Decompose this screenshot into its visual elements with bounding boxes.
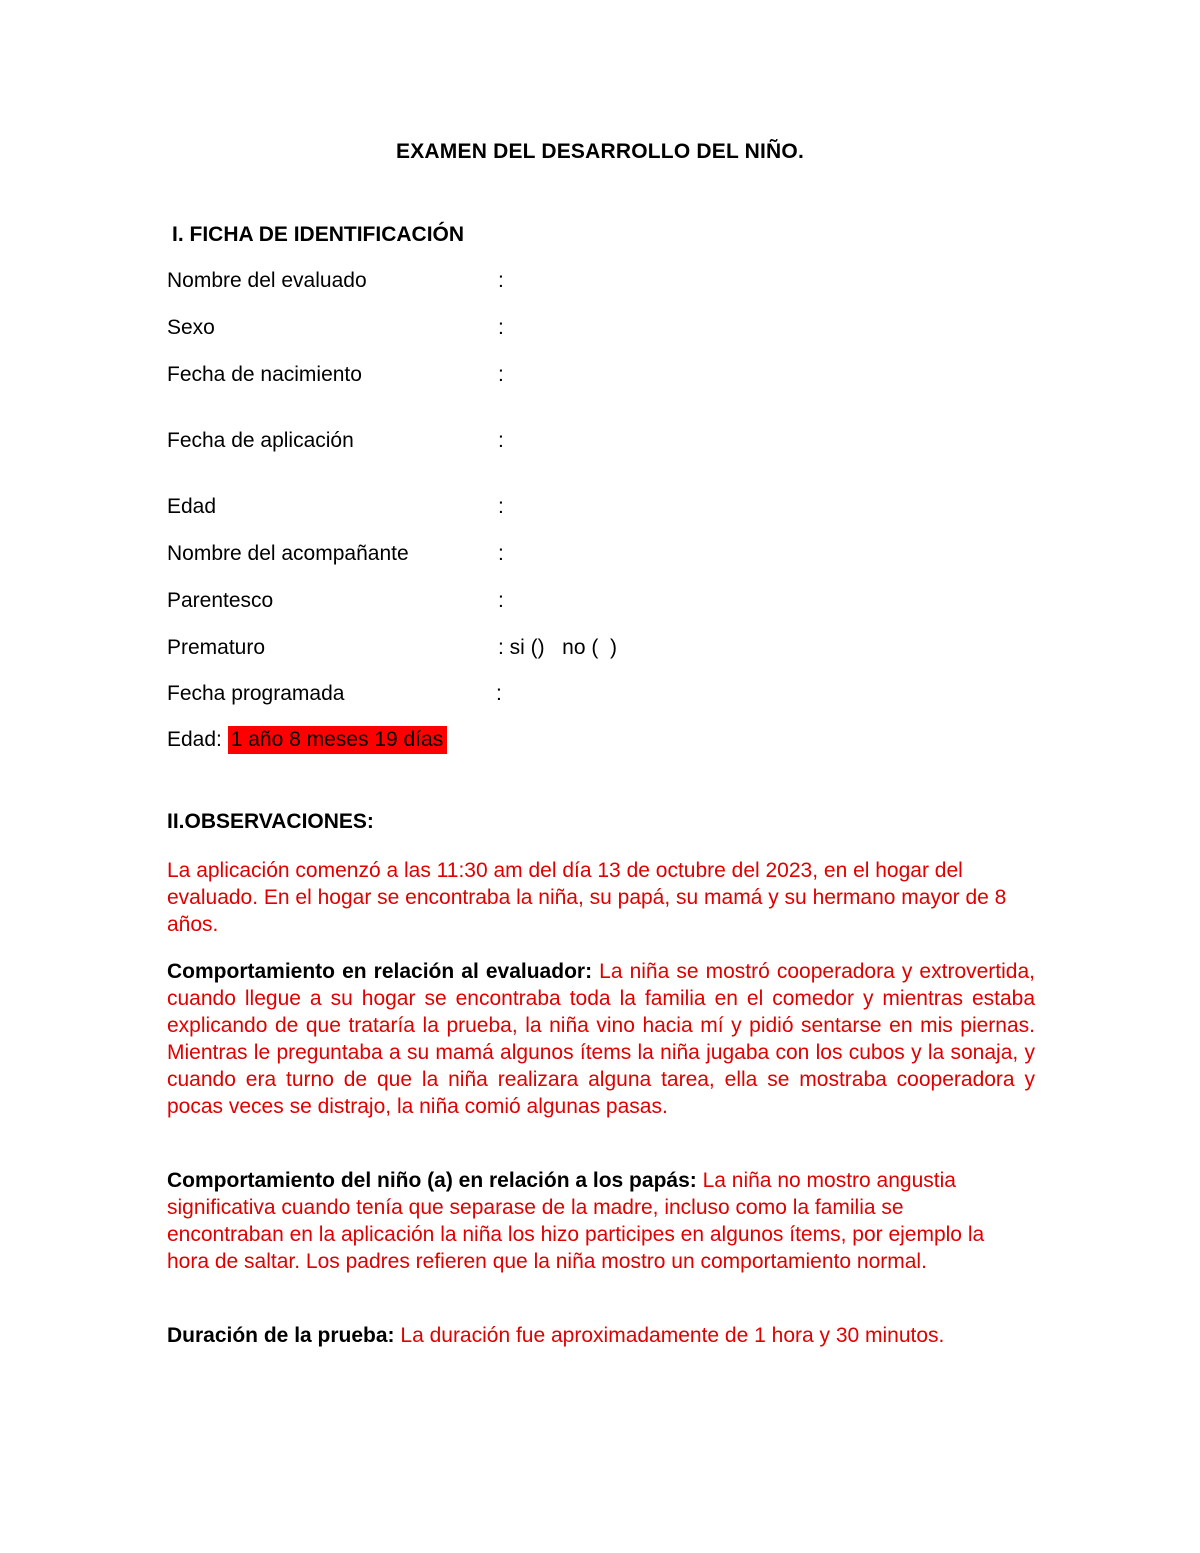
edad-summary-label: Edad: bbox=[167, 728, 222, 751]
duration-text: La duración fue aproximadamente de 1 hora y 30 minutos. bbox=[400, 1324, 945, 1347]
field-value-nombre-evaluado: : bbox=[498, 269, 504, 292]
field-value-edad: : bbox=[498, 495, 504, 518]
field-label-prematuro: Prematuro bbox=[167, 636, 266, 659]
parents-behavior-text: La niña no mostro angustia significativa cuando tenía que separase de la madre, incluso como la familia se encontraban en la aplicación la niña los hizo participes en algunos ítems, por ejemplo la hora de saltar. Los padres refieren que la niña mostro un comportamiento normal. bbox=[167, 1169, 985, 1273]
parents-behavior-label: Comportamiento del niño (a) en relación a los papás: bbox=[167, 1169, 697, 1192]
field-value-fecha-aplicacion: : bbox=[498, 429, 504, 452]
document-title: EXAMEN DEL DESARROLLO DEL NIÑO. bbox=[396, 140, 804, 163]
section-observations-heading: II.OBSERVACIONES: bbox=[167, 810, 374, 833]
observations-intro-paragraph: La aplicación comenzó a las 11:30 am del día 13 de octubre del 2023, en el hogar del evaluado. En el hogar se encontraba la niña, su papá, su mamá y su hermano mayor de 8 años. bbox=[167, 859, 1007, 936]
field-label-nombre-evaluado: Nombre del evaluado bbox=[167, 269, 367, 292]
parents-behavior-paragraph bbox=[167, 1167, 1007, 1275]
field-label-fecha-programada: Fecha programada bbox=[167, 682, 345, 705]
field-label-edad: Edad bbox=[167, 495, 217, 518]
evaluator-behavior-paragraph bbox=[167, 958, 1035, 1120]
field-value-fecha-nacimiento: : bbox=[498, 363, 504, 386]
field-value-prematuro: : si () no ( ) bbox=[498, 636, 618, 659]
section-identification-heading: I. FICHA DE IDENTIFICACIÓN bbox=[172, 223, 465, 246]
duration-label: Duración de la prueba: bbox=[167, 1324, 395, 1347]
evaluator-behavior-label: Comportamiento en relación al evaluador: bbox=[167, 960, 593, 983]
duration-paragraph bbox=[167, 1322, 967, 1349]
field-value-parentesco: : bbox=[498, 589, 504, 612]
field-label-fecha-aplicacion: Fecha de aplicación bbox=[167, 429, 354, 452]
evaluator-behavior-text: La niña se mostró cooperadora y extrovertida, cuando llegue a su hogar se encontraba toda la familia en el comedor y mientras estaba explicando de que trataría la prueba, la niña vino hacia mí y pidió sentarse en mis piernas. Mientras le preguntaba a su mamá algunos ítems la niña jugaba con los cubos y la sonaja, y cuando era turno de que la niña realizara alguna tarea, ella se mostraba cooperadora y pocas veces se distrajo, la niña comió algunas pasas. bbox=[167, 960, 1035, 1118]
field-label-nombre-acompanante: Nombre del acompañante bbox=[167, 542, 409, 565]
edad-summary-value: 1 año 8 meses 19 días bbox=[228, 726, 447, 754]
field-label-sexo: Sexo bbox=[167, 316, 215, 339]
field-label-parentesco: Parentesco bbox=[167, 589, 274, 612]
field-value-fecha-programada: : bbox=[496, 682, 502, 705]
field-label-fecha-nacimiento: Fecha de nacimiento bbox=[167, 363, 362, 386]
edad-summary bbox=[167, 728, 447, 752]
field-value-nombre-acompanante: : bbox=[498, 542, 504, 565]
field-value-sexo: : bbox=[498, 316, 504, 339]
